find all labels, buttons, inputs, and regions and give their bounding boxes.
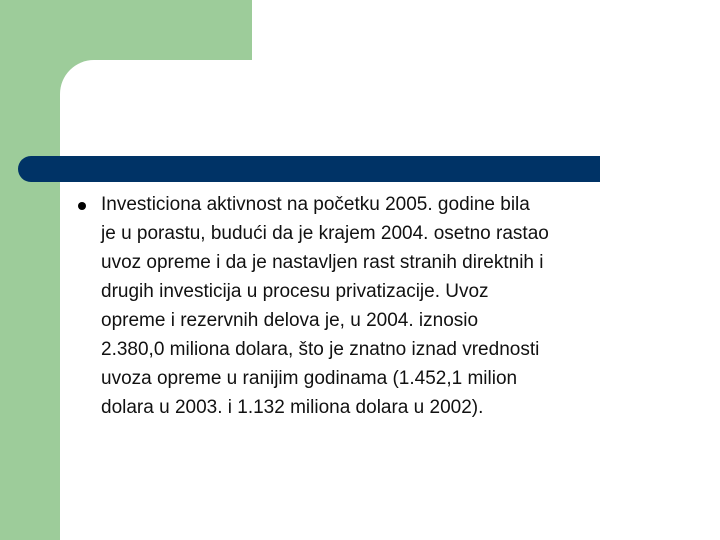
bullet-item bbox=[78, 190, 678, 422]
bullet-dot-icon bbox=[78, 202, 86, 210]
bullet-list bbox=[78, 190, 678, 422]
title-bar bbox=[18, 156, 600, 182]
bullet-text: Investiciona aktivnost na početku 2005. godine bila je u porastu, budući da je krajem 2004. osetno rastao uvoz opreme i da je nastavljen rast stranih direktnih i drugih investicija u procesu privatizacije. Uvoz opreme i rezervnih delova je, u 2004. iznosio 2.380,0 miliona dolara, što je znatno iznad vrednosti uvoza opreme u ranijim godinama (1.452,1 milion dolara u 2003. i 1.132 miliona dolara u 2002). bbox=[101, 194, 549, 418]
